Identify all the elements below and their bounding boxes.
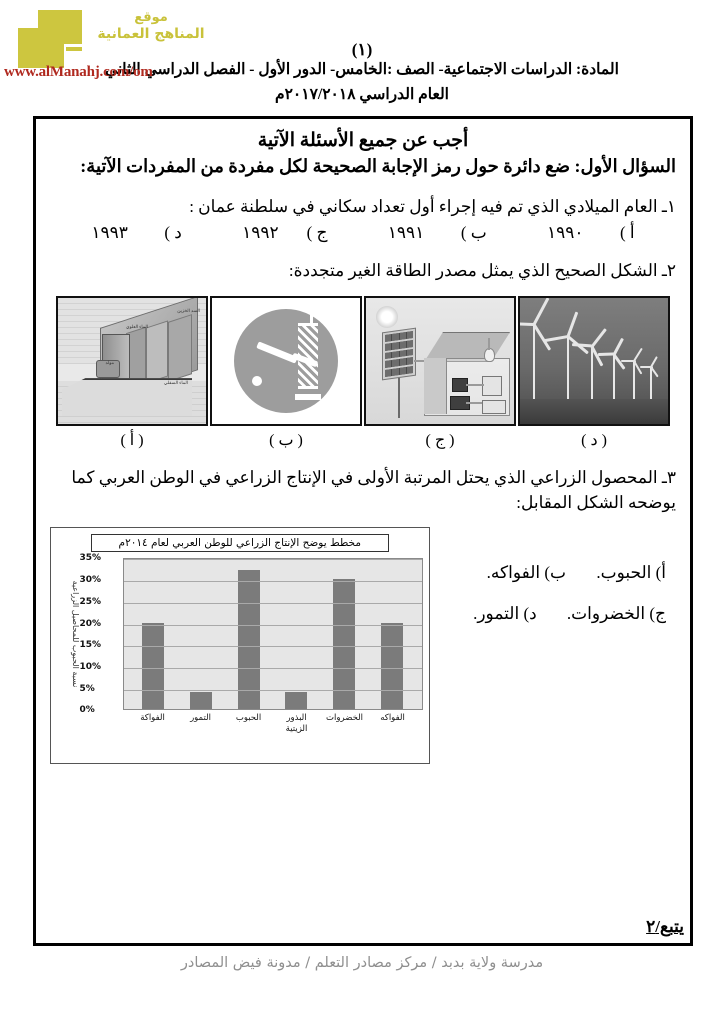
question-3-body: [50, 527, 676, 764]
subject-line: المادة: الدراسات الاجتماعية- الصف :الخامس- الدور الأول - الفصل الدراسي الثاني: [105, 61, 619, 78]
q1-option-a[interactable]: أ ) ١٩٩٠: [546, 223, 635, 243]
page-number: (١): [351, 40, 373, 59]
chart-x-label: الخضروات: [326, 713, 364, 724]
chart-gridline: [124, 668, 422, 669]
footer-credit: مدرسة ولاية بدبد / مركز مصادر التعلم / مدونة فيض المصادر: [180, 955, 544, 971]
chart-x-label: الحبوب: [235, 713, 262, 724]
option-d-caption: ( د ): [581, 432, 607, 450]
option-a-cell[interactable]: [56, 296, 208, 450]
chart-gridline: [124, 690, 422, 691]
q3-option-a[interactable]: أ) الحبوب.: [596, 563, 666, 583]
oil-derrick-pumpjack-icon[interactable]: [210, 296, 362, 426]
dam-label-upper-water: الماء العلوي: [126, 324, 148, 330]
chart-bar: [142, 623, 164, 710]
question-1-text: ١ـ العام الميلادي الذي تم فيه إجراء أول تعداد سكاني في سلطنة عمان :: [189, 196, 676, 216]
q1-option-c[interactable]: ج )١٩٩٢: [242, 223, 328, 243]
q3-option-c[interactable]: ج) الخضروات.: [566, 604, 666, 624]
chart-x-axis-labels: [123, 713, 423, 734]
option-b-caption: ( ب ): [269, 432, 303, 450]
hydroelectric-dam-diagram-icon[interactable]: [56, 296, 208, 426]
chart-gridline: [124, 559, 422, 560]
exam-frame: [33, 116, 693, 946]
q3-option-b[interactable]: ب) الفواكه.: [486, 563, 567, 583]
chart-y-axis-label: نسبة الحبوب للمحاصيل الزراعية: [70, 580, 80, 688]
option-c-cell[interactable]: [364, 296, 516, 450]
wind-turbine-farm-icon[interactable]: [518, 296, 670, 426]
chart-title: مخطط يوضح الإنتاج الزراعي للوطن العربي لعام ٢٠١٤م: [91, 534, 389, 552]
follow-note: يتبع/٢: [646, 917, 684, 936]
dam-label-lower-water: الماء السفلي: [164, 380, 188, 386]
chart-bar: [238, 570, 260, 709]
chart-x-label: التمور: [190, 713, 211, 724]
option-d-cell[interactable]: [518, 296, 670, 450]
chart-x-label: الفواكه: [380, 713, 405, 724]
option-a-caption: ( أ ): [120, 432, 144, 450]
q3-option-d[interactable]: د) التمور.: [473, 604, 537, 624]
agriculture-bar-chart: [50, 527, 430, 764]
dam-label-generator: مولد: [105, 360, 114, 366]
logo-text: [88, 10, 214, 44]
chart-y-tick: 10%: [79, 661, 102, 672]
q1-option-b[interactable]: ب ) ١٩٩١: [387, 223, 487, 243]
page-title: أجب عن جميع الأسئلة الآتية: [257, 130, 469, 151]
q3-options-row-1: [430, 553, 666, 594]
academic-year-line: العام الدراسي ٢٠١٧/٢٠١٨م: [275, 86, 449, 103]
q1-option-d[interactable]: د ) ١٩٩٣: [91, 223, 182, 243]
chart-y-tick: 5%: [79, 683, 95, 694]
chart-plot: [123, 558, 423, 710]
question-2-text: ٢ـ الشكل الصحيح الذي يمثل مصدر الطاقة الغير متجددة:: [288, 261, 676, 281]
chart-x-label: البذور الزيتية: [285, 713, 308, 735]
chart-x-label: الفواكة: [140, 713, 165, 724]
option-b-cell[interactable]: [210, 296, 362, 450]
chart-bar: [285, 692, 307, 709]
q3-options-row-2: [430, 594, 666, 635]
chart-bar: [190, 692, 212, 709]
chart-y-tick: 20%: [79, 618, 102, 629]
question-one-intro: السؤال الأول: ضع دائرة حول رمز الإجابة الصحيحة لكل مفردة من المفردات الآتية:: [80, 156, 676, 176]
chart-y-tick: 25%: [79, 596, 102, 607]
chart-y-axis: [70, 553, 123, 716]
chart-y-tick: 35%: [79, 553, 102, 564]
chart-bar: [381, 623, 403, 710]
chart-gridline: [124, 646, 422, 647]
chart-y-tick: 30%: [79, 575, 102, 586]
question-3-options: [430, 527, 676, 635]
option-c-caption: ( ج ): [425, 432, 455, 450]
chart-y-tick: 0%: [79, 705, 95, 716]
page-header: [0, 0, 724, 110]
chart-gridline: [124, 603, 422, 604]
question-2-image-options: [50, 296, 676, 450]
chart-y-tick: 15%: [79, 640, 102, 651]
question-3-text: ٣ـ المحصول الزراعي الذي يحتل المرتبة الأولى في الإنتاج الزراعي في الوطن العربي كما يوضحه الشكل المقابل:: [71, 468, 676, 512]
solar-panel-house-icon[interactable]: [364, 296, 516, 426]
question-1-options: [50, 223, 676, 243]
watermark-url: www.alManahj.com/om: [4, 64, 153, 80]
logo-line-2: المناهج العمانية: [97, 26, 205, 43]
chart-gridline: [124, 625, 422, 626]
chart-plot-area: [57, 553, 423, 716]
logo-line-1: موقع: [134, 10, 168, 25]
chart-gridline: [124, 581, 422, 582]
dam-label-reservoir: السد الخزين: [177, 308, 200, 314]
